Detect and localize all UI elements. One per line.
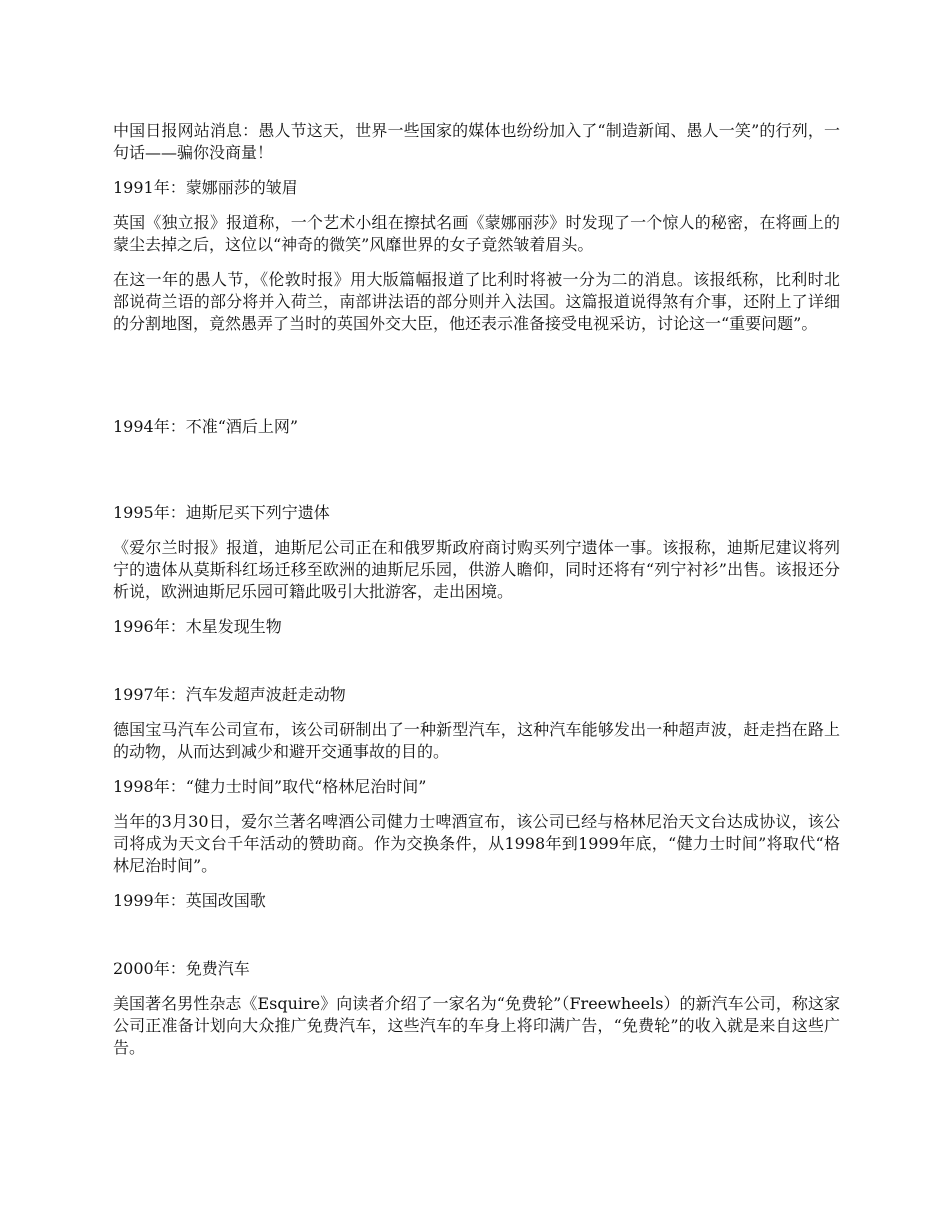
section-paragraph-1991-a: 英国《独立报》报道称，一个艺术小组在擦拭名画《蒙娜丽莎》时发现了一个惊人的秘密，在将画上的蒙尘去掉之后，这位以“神奇的微笑”风靡世界的女子竟然皱着眉头。	[113, 213, 840, 254]
section-paragraph-1995: 《爱尔兰时报》报道，迪斯尼公司正在和俄罗斯政府商讨购买列宁遗体一事。该报称，迪斯尼建议将列宁的遗体从莫斯科红场迁移至欧洲的迪斯尼乐园，供游人瞻仰，同时还将有“列宁衬衫”出售。该报还分析说，欧洲迪斯尼乐园可籍此吸引大批游客，走出困境。	[113, 538, 840, 601]
section-paragraph-2000: 美国著名男性杂志《Esquire》向读者介绍了一家名为“免费轮”（Freewheels）的新汽车公司，称这家公司正准备计划向大众推广免费汽车，这些汽车的车身上将印满广告，“免费轮”的收入就是来自这些广告。	[113, 994, 840, 1057]
article-body	[113, 120, 840, 1059]
section-heading-1995: 1995年：迪斯尼买下列宁遗体	[113, 503, 330, 522]
section-paragraph-1998: 当年的3月30日，爱尔兰著名啤酒公司健力士啤酒宣布，该公司已经与格林尼治天文台达成协议，该公司将成为天文台千年活动的赞助商。作为交换条件，从1998年到1999年底，“健力士时间”将取代“格林尼治时间”。	[113, 812, 840, 875]
section-heading-1998: 1998年：“健力士时间”取代“格林尼治时间”	[113, 777, 427, 796]
section-heading-1994: 1994年：不准“酒后上网”	[113, 417, 299, 436]
section-heading-1996: 1996年：木星发现生物	[113, 617, 282, 636]
section-paragraph-1991-b: 在这一年的愚人节，《伦敦时报》用大版篇幅报道了比利时将被一分为二的消息。该报纸称，比利时北部说荷兰语的部分将并入荷兰，南部讲法语的部分则并入法国。这篇报道说得煞有介事，还附上了详细的分割地图，竟然愚弄了当时的英国外交大臣，他还表示准备接受电视采访，讨论这一“重要问题”。	[113, 270, 840, 333]
section-heading-1997: 1997年：汽车发超声波赶走动物	[113, 685, 346, 704]
section-heading-1999: 1999年：英国改国歌	[113, 891, 266, 910]
section-heading-1991: 1991年：蒙娜丽莎的皱眉	[113, 178, 298, 197]
intro-paragraph: 中国日报网站消息：愚人节这天，世界一些国家的媒体也纷纷加入了“制造新闻、愚人一笑”的行列，一句话——骗你没商量！	[113, 121, 840, 162]
section-heading-2000: 2000年：免费汽车	[113, 959, 250, 978]
section-paragraph-1997: 德国宝马汽车公司宣布，该公司研制出了一种新型汽车，这种汽车能够发出一种超声波，赶走挡在路上的动物，从而达到减少和避开交通事故的目的。	[113, 720, 840, 761]
